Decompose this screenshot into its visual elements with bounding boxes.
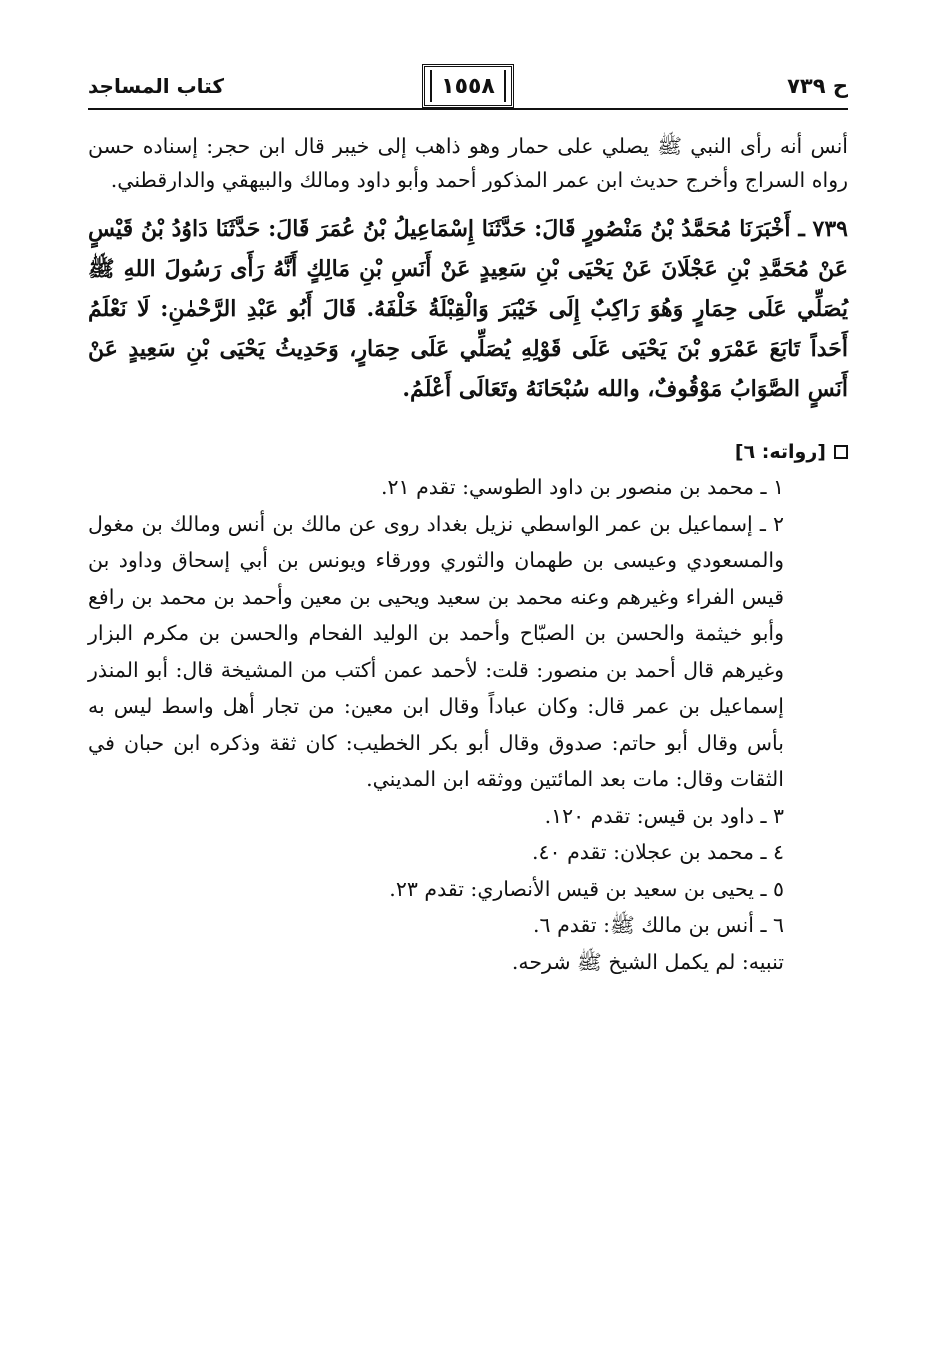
book-title: كتاب المساجد xyxy=(88,74,224,98)
page-number: ١٥٥٨ xyxy=(422,64,514,108)
hadith-text: ٧٣٩ ـ أَخْبَرَنَا مُحَمَّدُ بْنُ مَنْصُورٍ قَالَ: حَدَّثَنَا إِسْمَاعِيلُ بْنُ عُمَرَ قَالَ: حَدَّثَنَا دَاوُدُ بْنُ قَيْسٍ عَنْ مُحَمَّدِ بْنِ عَجْلَانَ عَنْ يَحْيَى بْنِ سَعِيدٍ عَنْ أَنَسِ بْنِ مَالِكٍ أَنَّهُ رَأَى رَسُولَ اللهِ ﷺ يُصَلِّي عَلَى حِمَارٍ وَهُوَ رَاكِبٌ إِلَى خَيْبَرَ وَالْقِبْلَةُ خَلْفَهُ. قَالَ أَبُو عَبْدِ الرَّحْمٰنِ: لَا نَعْلَمُ أَحَداً تَابَعَ عَمْرَو بْنَ يَحْيَى عَلَى قَوْلِهِ يُصَلِّي عَلَى حِمَارٍ، وَحَدِيثُ يَحْيَى بْنِ سَعِيدٍ عَنْ أَنَسٍ الصَّوَابُ مَوْقُوفٌ، والله سُبْحَانَهُ وتَعَالَى أَعْلَمُ. xyxy=(88,216,848,402)
narrator-item: ٣ ـ داود بن قيس: تقدم ١٢٠. xyxy=(544,803,784,828)
document-page xyxy=(88,62,848,980)
narrators-heading-label: [رواته: ٦] xyxy=(734,441,826,463)
page-header xyxy=(88,62,848,110)
narrator-item: ٢ ـ إسماعيل بن عمر الواسطي نزيل بغداد روى عن مالك بن أنس ومالك بن مغول والمسعودي وعيسى بن طهمان والثوري وورقاء ويونس بن أبي إسحاق وداود بن قيس الفراء وغيرهم وعنه محمد بن سعيد ويحيى بن معين وأحمد بن محمد بن رافع وأبو خيثمة والحسن بن الصبّاح وأحمد بن الوليد الفحام والحسن بن مكرم البزار وغيرهم قال أحمد بن منصور: قلت: لأحمد عمن أكتب من المشيخة قال: أبو المنذر إسماعيل بن عمر قال: وكان عباداً وقال ابن معين: من تجار أهل واسط ليس به بأس وقال أبو حاتم: صدوق وقال أبو بكر الخطيب: كان ثقة وذكره ابن حبان في الثقات وقال: مات بعد المائتين ووثقه ابن المديني. xyxy=(88,511,784,791)
intro-paragraph: أنس أنه رأى النبي ﷺ يصلي على حمار وهو ذاهب إلى خيبر قال ابن حجر: إسناده حسن رواه السراج وأخرج حديث ابن عمر المذكور أحمد وأبو داود ومالك والبيهقي والدارقطني. xyxy=(88,134,848,192)
narrators-list xyxy=(88,469,848,980)
note: تنبيه: لم يكمل الشيخ ﷺ شرحه. xyxy=(511,949,784,974)
narrator-item: ٦ ـ أنس بن مالك ﷺ: تقدم ٦. xyxy=(533,913,784,937)
narrator-item: ١ ـ محمد بن منصور بن داود الطوسي: تقدم ٢١. xyxy=(380,475,784,499)
narrator-item: ٤ ـ محمد بن عجلان: تقدم ٤٠. xyxy=(531,840,784,864)
hadith-reference: ح ٧٣٩ xyxy=(787,74,848,98)
narrators-heading xyxy=(88,441,848,463)
narrator-item: ٥ ـ يحيى بن سعيد بن قيس الأنصاري: تقدم ٢٣. xyxy=(389,876,784,901)
square-bullet-icon xyxy=(834,445,848,459)
